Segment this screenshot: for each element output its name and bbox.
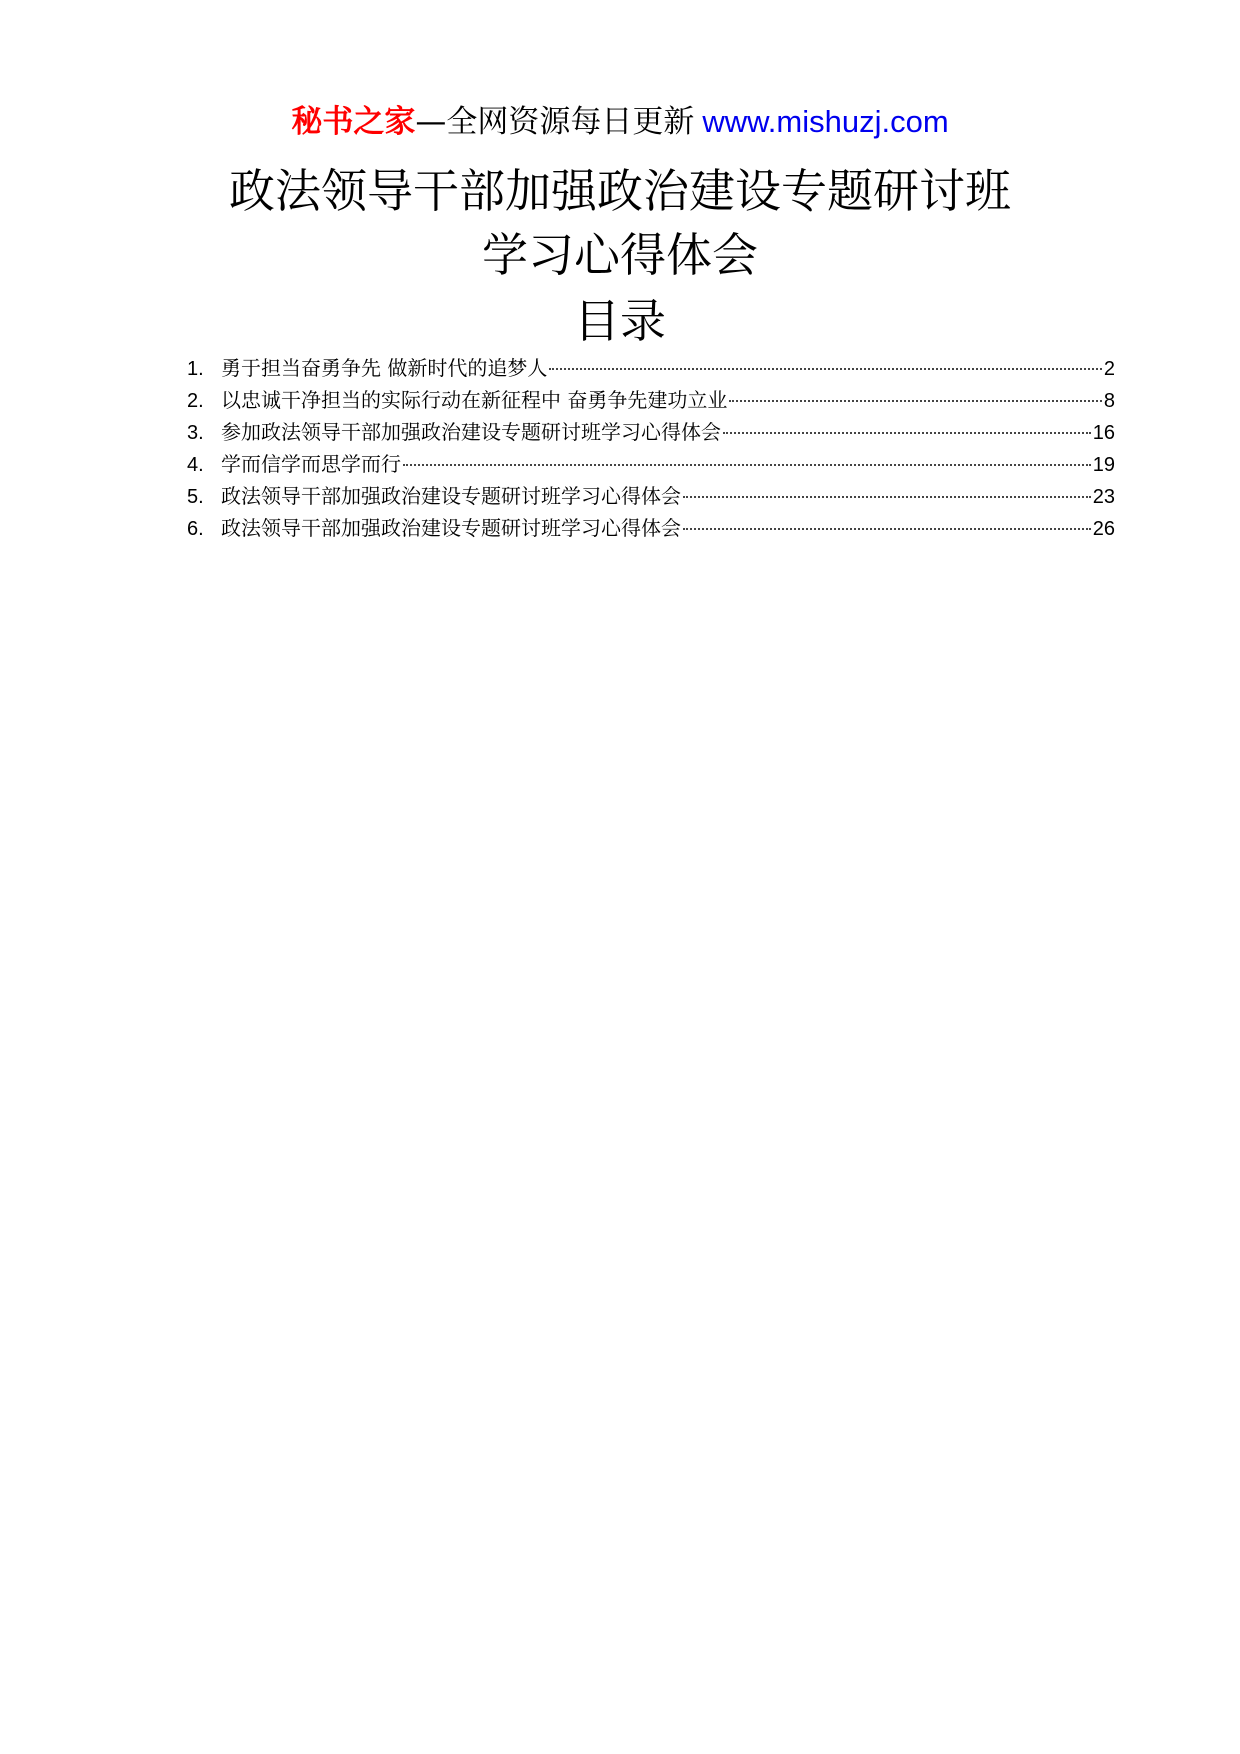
toc-entry[interactable]	[187, 352, 1115, 384]
toc-entry-number: 2.	[187, 390, 204, 412]
table-of-contents	[187, 352, 1115, 544]
toc-dot-leader	[683, 528, 1091, 530]
toc-entry-page: 19	[1092, 454, 1115, 476]
toc-dot-leader	[403, 464, 1091, 466]
document-title-line-2: 学习心得体会	[482, 228, 758, 282]
toc-entry-number: 6.	[187, 518, 204, 540]
toc-entry-number: 1.	[187, 358, 204, 380]
toc-entry-page: 23	[1092, 486, 1115, 508]
toc-entry-title: 政法领导干部加强政治建设专题研讨班学习心得体会	[221, 484, 681, 508]
toc-entry-page: 2	[1103, 358, 1115, 380]
toc-entry[interactable]	[187, 384, 1115, 416]
brand-name: 秘书之家	[291, 104, 416, 140]
toc-entry-number: 5.	[187, 486, 204, 508]
toc-entry-title: 以忠诚干净担当的实际行动在新征程中 奋勇争先建功立业	[221, 388, 728, 412]
toc-dot-leader	[549, 368, 1102, 370]
header-tagline: —全网资源每日更新	[415, 104, 695, 140]
toc-entry-page: 26	[1092, 518, 1115, 540]
toc-dot-leader	[683, 496, 1091, 498]
site-header	[0, 100, 1240, 144]
toc-entry-number: 3.	[187, 422, 204, 444]
site-url-link[interactable]: www.mishuzj.com	[702, 104, 949, 139]
toc-entry-title: 参加政法领导干部加强政治建设专题研讨班学习心得体会	[221, 420, 721, 444]
toc-entry-page: 8	[1103, 390, 1115, 412]
toc-entry[interactable]	[187, 448, 1115, 480]
document-title-line-1: 政法领导干部加强政治建设专题研讨班	[229, 164, 1011, 218]
toc-dot-leader	[729, 400, 1102, 402]
toc-dot-leader	[723, 432, 1091, 434]
toc-entry-number: 4.	[187, 454, 204, 476]
toc-entry-title: 勇于担当奋勇争先 做新时代的追梦人	[221, 356, 548, 380]
toc-entry[interactable]	[187, 416, 1115, 448]
toc-entry[interactable]	[187, 480, 1115, 512]
toc-entry-title: 政法领导干部加强政治建设专题研讨班学习心得体会	[221, 516, 681, 540]
toc-heading: 目录	[574, 294, 666, 348]
toc-entry[interactable]	[187, 512, 1115, 544]
toc-entry-title: 学而信学而思学而行	[221, 452, 401, 476]
toc-entry-page: 16	[1092, 422, 1115, 444]
